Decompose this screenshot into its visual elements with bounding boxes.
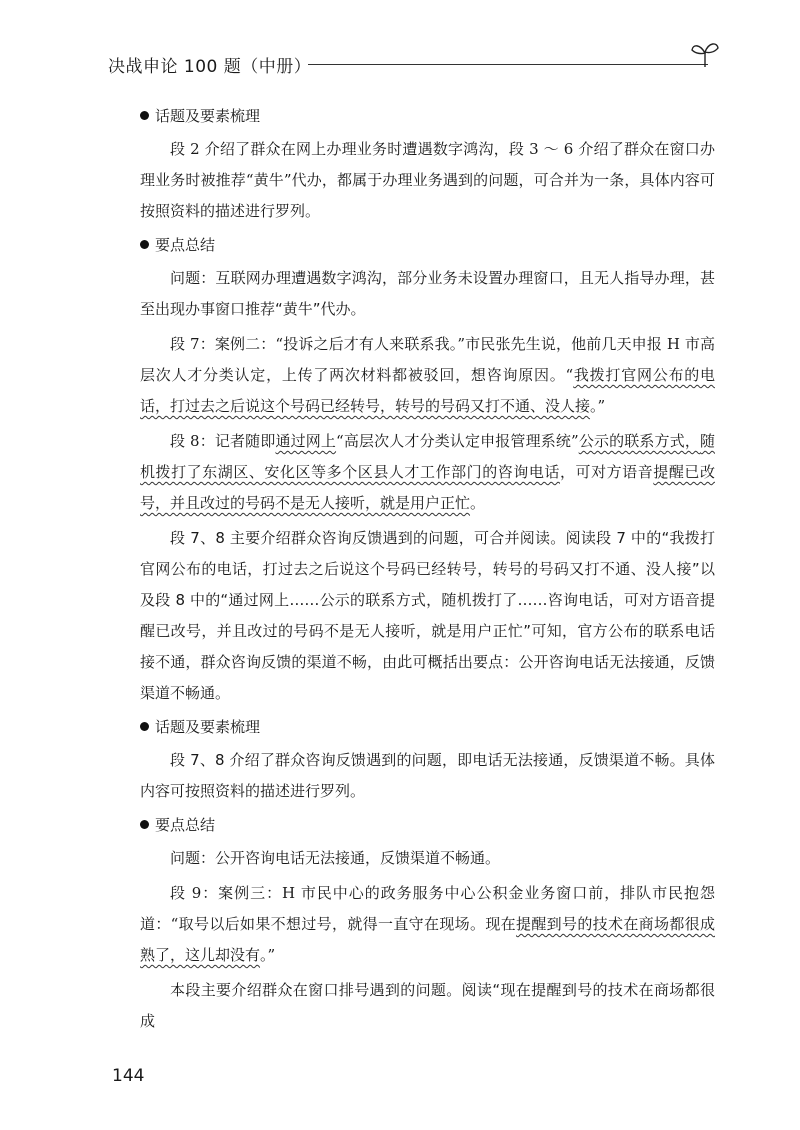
section-heading: 要点总结 bbox=[140, 231, 715, 259]
underlined-text: 提醒已改号，并且改过的号码不是无人接听，就是用户正忙 bbox=[140, 463, 715, 512]
underlined-text: 提醒到号的技术在商场都很成熟了，这儿却没有 bbox=[140, 915, 715, 964]
paragraph: 本段主要介绍群众在窗口排号遇到的问题。阅读“现在提醒到号的技术在商场都很成 bbox=[140, 981, 715, 1030]
paragraph: 问题：公开咨询电话无法接通，反馈渠道不畅通。 bbox=[170, 849, 501, 867]
underlined-text: 随机拨打了东湖区、安化区等多个区县人才工作部门的咨询电话 bbox=[140, 432, 715, 481]
underlined-text: 公示的联系方式， bbox=[578, 432, 700, 450]
page-content bbox=[140, 100, 715, 1041]
material-paragraph: 段 8：记者随即通过网上“高层次人才分类认定申报管理系统”公示的联系方式，随机拨打了东湖区、安化区等多个区县人才工作部门的咨询电话，可对方语音提醒已改号，并且改过的号码不是无人接听，就是用户正忙。 bbox=[140, 432, 715, 512]
paragraph: 段 7、8 主要介绍群众咨询反馈遇到的问题，可合并阅读。阅读段 7 中的“我拨打官网公布的电话，打过去之后说这个号码已经转号，转号的号码又打不通、没人接”以及段 8 中的“通过网上……公示的联系方式，随机拨打了……咨询电话，可对方语音提醒已改号，并且改过的号码不是无人接听，就是用户正忙”可知，官方公布的联系电话接不通，群众咨询反馈的渠道不畅，由此可概括出要点：公开咨询电话无法接通，反馈渠道不畅通。 bbox=[140, 529, 715, 702]
book-title: 决战申论 100 题（中册） bbox=[108, 57, 312, 77]
material-paragraph: 段 7：案例二：“投诉之后才有人来联系我。”市民张先生说，他前几天申报 H 市高层次人才分类认定，上传了两次材料都被驳回，想咨询原因。“我拨打官网公布的电话，打过去之后说这个号码已经转号，转号的号码又打不通、没人接。” bbox=[140, 335, 715, 415]
bullet-icon bbox=[140, 820, 149, 829]
page-number: 144 bbox=[112, 1066, 145, 1086]
paragraph: 段 2 介绍了群众在网上办理业务时遭遇数字鸿沟，段 3 ～ 6 介绍了群众在窗口办理业务时被推荐“黄牛”代办，都属于办理业务遇到的问题，可合并为一条，具体内容可按照资料的描述进行罗列。 bbox=[140, 140, 715, 220]
section-heading: 话题及要素梳理 bbox=[140, 713, 715, 741]
bullet-icon bbox=[140, 240, 149, 249]
paragraph: 段 7、8 介绍了群众咨询反馈遇到的问题，即电话无法接通，反馈渠道不畅。具体内容可按照资料的描述进行罗列。 bbox=[140, 751, 715, 800]
header-rule bbox=[308, 64, 708, 65]
material-paragraph: 段 9：案例三：H 市民中心的政务服务中心公积金业务窗口前，排队市民抱怨道：“取号以后如果不想过号，就得一直守在现场。现在提醒到号的技术在商场都很成熟了，这儿却没有。” bbox=[140, 884, 715, 964]
underlined-text: 我拨打官网公布的电话，打过去之后说这个号码已经转号，转号的号码又打不通、没人接 bbox=[140, 366, 715, 415]
bullet-icon bbox=[140, 111, 149, 120]
section-heading: 话题及要素梳理 bbox=[140, 102, 715, 130]
paragraph: 问题：互联网办理遭遇数字鸿沟，部分业务未设置办理窗口，且无人指导办理，甚至出现办事窗口推荐“黄牛”代办。 bbox=[140, 269, 715, 318]
bullet-icon bbox=[140, 722, 149, 731]
sprout-icon bbox=[690, 40, 720, 68]
page-header bbox=[108, 40, 720, 80]
underlined-text: 通过网上 bbox=[275, 432, 337, 450]
section-heading: 要点总结 bbox=[140, 811, 715, 839]
